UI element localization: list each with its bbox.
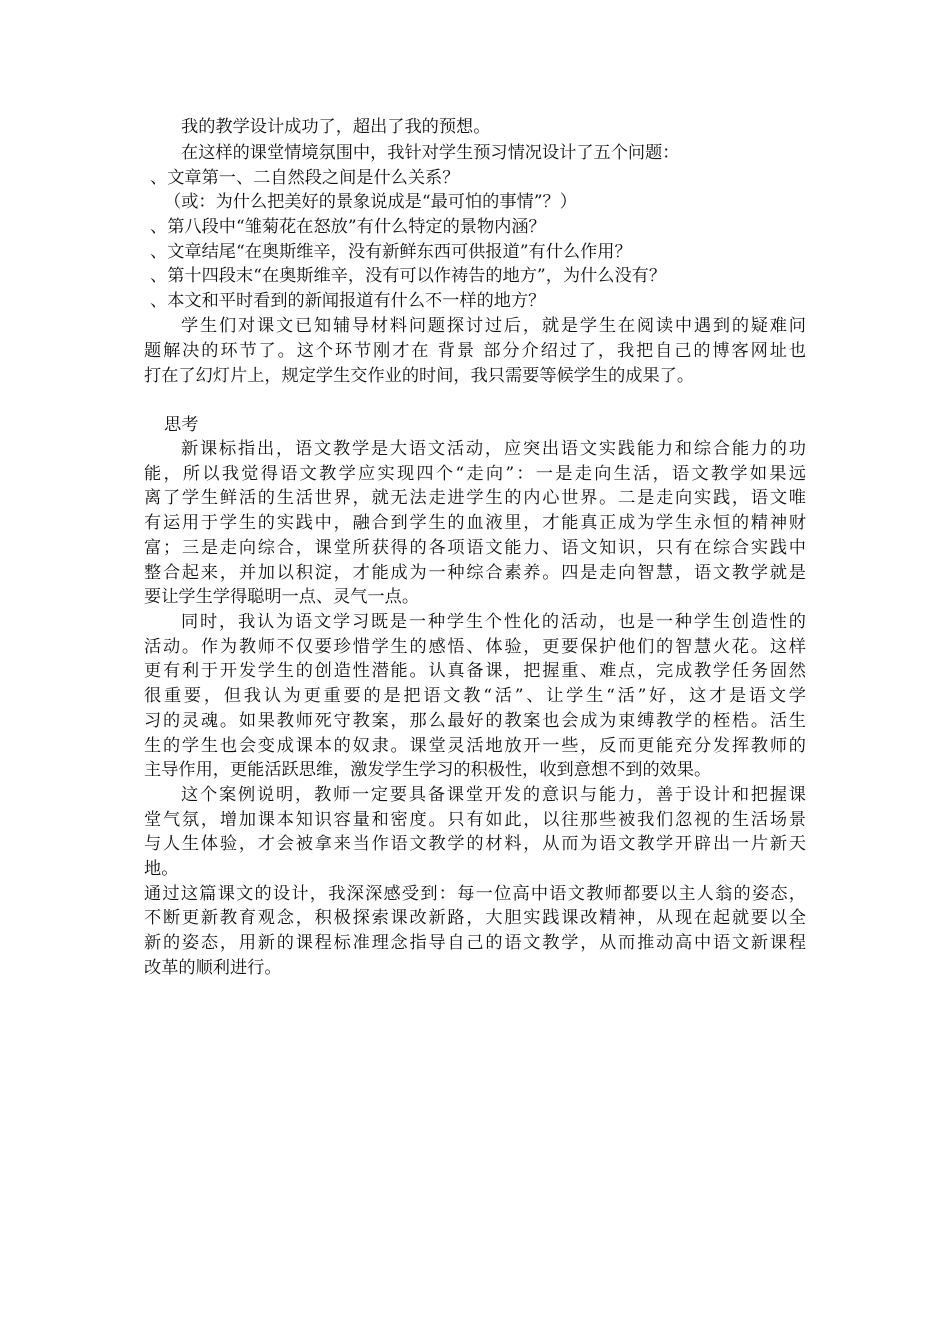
paragraph-reflection-2-line: 活动。作为教师不仅要珍惜学生的感悟、体验，更要保护他们的智慧火花。这样: [144, 637, 806, 657]
paragraph-reflection-2-line: 更有利于开发学生的创造性潜能。认真备课，把握重、难点，完成教学任务固然: [144, 661, 806, 681]
question-1: 、文章第一、二自然段之间是什么关系？: [150, 168, 460, 188]
section-heading: 思考: [164, 415, 199, 435]
paragraph-discussion-line: 学生们对课文已知辅导材料问题探讨过后，就是学生在阅读中遇到的疑难问: [181, 316, 806, 336]
question-2: 、第八段中“雏菊花在怒放”有什么特定的景物内涵？: [150, 217, 546, 237]
paragraph-reflection-2-line: 主导作用，更能活跃思维，激发学生学习的积极性，收到意想不到的效果。: [144, 760, 712, 780]
paragraph-reflection-1-line: 整合起来，并加以积淀，才能成为一种综合素养。四是走向智慧，语文教学就是: [144, 563, 806, 583]
paragraph-reflection-2-line: 生的学生也会变成课本的奴隶。课堂灵活地放开一些，反而更能充分发挥教师的: [144, 736, 806, 756]
paragraph-reflection-1-line: 有运用于学生的实践中，融合到学生的血液里，才能真正成为学生永恒的精神财: [144, 513, 806, 533]
paragraph-reflection-1-line: 要让学生学得聪明一点、灵气一点。: [144, 587, 420, 607]
paragraph-questions-intro: 在这样的课堂情境氛围中，我针对学生预习情况设计了五个问题：: [181, 143, 680, 163]
paragraph-conclusion-line: 不断更新教育观念，积极探索课改新路，大胆实践课改精神，从现在起就要以全: [144, 908, 806, 928]
paragraph-reflection-2-line: 同时，我认为语文学习既是一种学生个性化的活动，也是一种学生创造性的: [181, 612, 806, 632]
paragraph-discussion-line: 打在了幻灯片上，规定学生交作业的时间，我只需要等候学生的成果了。: [144, 366, 695, 386]
paragraph-reflection-3-line: 堂气氛，增加课本知识容量和密度。只有如此，以往那些被我们忽视的生活场景: [144, 810, 806, 830]
paragraph-reflection-3-line: 地。: [144, 859, 179, 879]
question-5: 、本文和平时看到的新闻报道有什么不一样的地方？: [150, 291, 546, 311]
paragraph-reflection-1-line: 能，所以我觉得语文教学应实现四个“走向”：一是走向生活，语文教学如果远: [144, 464, 806, 484]
paragraph-reflection-1-line: 新课标指出，语文教学是大语文活动，应突出语文实践能力和综合能力的功: [181, 439, 806, 459]
paragraph-reflection-1-line: 离了学生鲜活的生活世界，就无法走进学生的内心世界。二是走向实践，语文唯: [144, 488, 806, 508]
paragraph-reflection-3-line: 这个案例说明，教师一定要具备课堂开发的意识与能力，善于设计和把握课: [181, 785, 806, 805]
paragraph-intro-end: 我的教学设计成功了，超出了我的预想。: [181, 117, 491, 137]
paragraph-conclusion-line: 新的姿态，用新的课程标准理念指导自己的语文教学，从而推动高中语文新课程: [144, 933, 806, 953]
paragraph-reflection-2-line: 很重要，但我认为更重要的是把语文教“活”、让学生“活”好，这才是语文学: [144, 686, 806, 706]
question-1-alt: （或：为什么把美好的景象说成是“最可怕的事情”？）: [164, 192, 577, 212]
question-3: 、文章结尾“在奥斯维辛，没有新鲜东西可供报道”有什么作用？: [150, 242, 632, 262]
paragraph-reflection-1-line: 富；三是走向综合，课堂所获得的各项语文能力、语文知识，只有在综合实践中: [144, 538, 806, 558]
paragraph-reflection-3-line: 与人生体验，才会被拿来当作语文教学的材料，从而为语文教学开辟出一片新天: [144, 834, 806, 854]
paragraph-conclusion-line: 通过这篇课文的设计，我深深感受到：每一位高中语文教师都要以主人翁的姿态，: [144, 884, 806, 904]
paragraph-reflection-2-line: 习的灵魂。如果教师死守教案，那么最好的教案也会成为束缚教学的桎梏。活生: [144, 711, 806, 731]
paragraph-discussion-line: 题解决的环节了。这个环节刚才在 背景 部分介绍过了，我把自己的博客网址也: [144, 341, 806, 361]
paragraph-conclusion-line: 改革的顺利进行。: [144, 958, 282, 978]
question-4: 、第十四段末“在奥斯维辛，没有可以作祷告的地方”，为什么没有？: [150, 266, 667, 286]
